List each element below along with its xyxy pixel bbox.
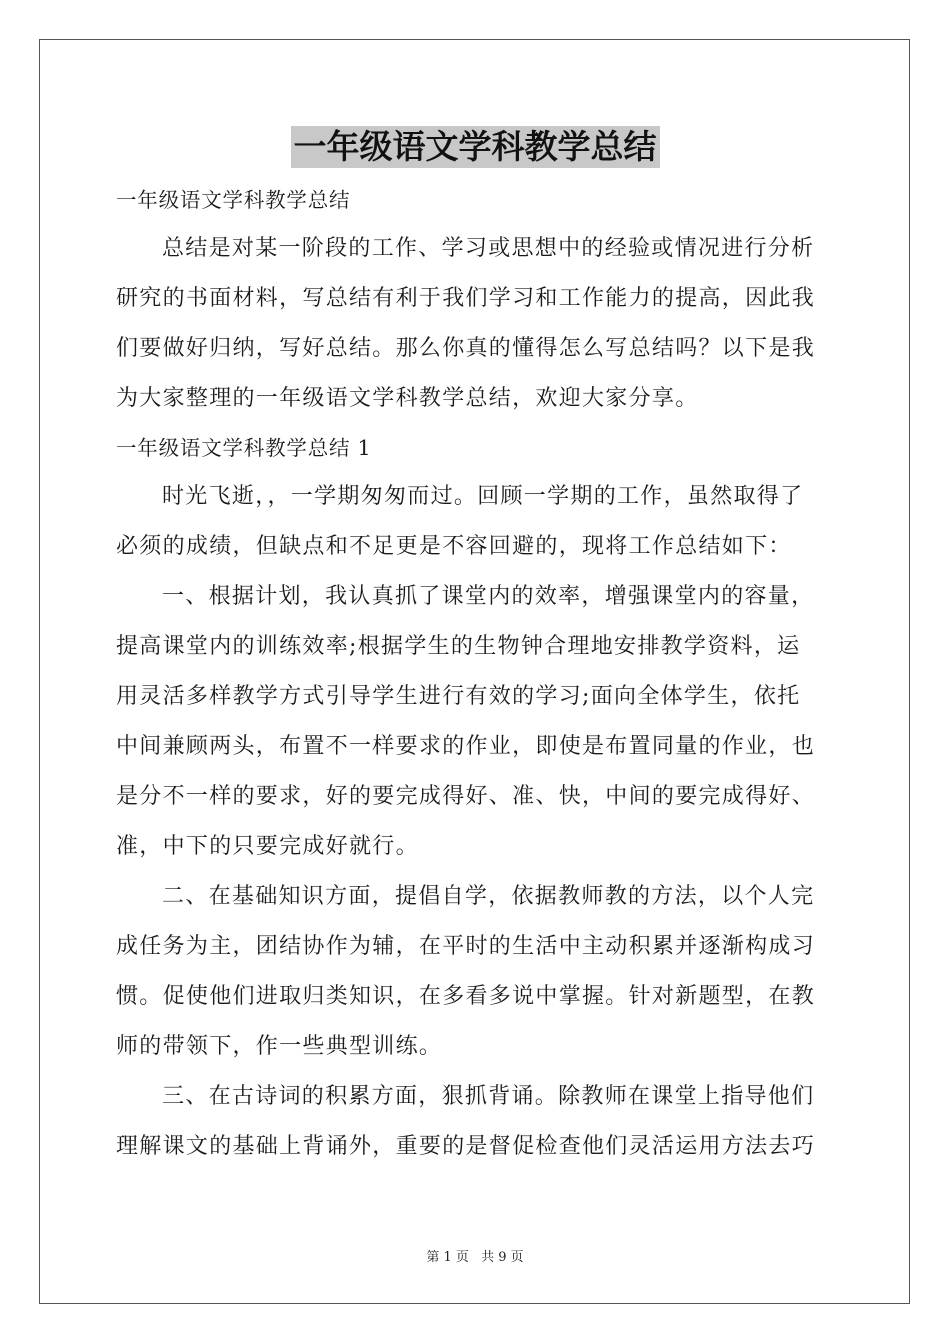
- document-title: 一年级语文学科教学总结: [291, 126, 660, 168]
- section-heading: 一年级语文学科教学总结: [116, 188, 351, 212]
- paragraph-line: 三、在古诗词的积累方面，狠抓背诵。除教师在课堂上指导他们: [162, 1084, 815, 1109]
- paragraph-line: 总结是对某一阶段的工作、学习或思想中的经验或情况进行分析: [162, 236, 815, 261]
- paragraph-line: 为大家整理的一年级语文学科教学总结，欢迎大家分享。: [116, 386, 699, 411]
- paragraph-line: 们要做好归纳，写好总结。那么你真的懂得怎么写总结吗？以下是我: [116, 336, 816, 361]
- paragraph-line: 一、根据计划，我认真抓了课堂内的效率，增强课堂内的容量，: [162, 584, 815, 609]
- paragraph-line: 是分不一样的要求，好的要完成得好、准、快，中间的要完成得好、: [116, 784, 816, 809]
- title-container: [0, 126, 950, 168]
- paragraph-line: 成任务为主，团结协作为辅，在平时的生活中主动积累并逐渐构成习: [116, 934, 816, 959]
- paragraph-line: 用灵活多样教学方式引导学生进行有效的学习;面向全体学生，依托: [116, 684, 801, 709]
- paragraph-line: 中间兼顾两头，布置不一样要求的作业，即使是布置同量的作业，也: [116, 734, 816, 759]
- paragraph-line: 理解课文的基础上背诵外，重要的是督促检查他们灵活运用方法去巧: [116, 1134, 816, 1159]
- paragraph-line: 二、在基础知识方面，提倡自学，依据教师教的方法，以个人完: [162, 884, 815, 909]
- page-footer: [0, 1246, 950, 1265]
- paragraph-line: 提高课堂内的训练效率;根据学生的生物钟合理地安排教学资料，运: [116, 634, 801, 659]
- document-body: [116, 176, 834, 1172]
- paragraph-line: 必须的成绩，但缺点和不足更是不容回避的，现将工作总结如下：: [116, 534, 792, 559]
- paragraph-line: 师的带领下，作一些典型训练。: [116, 1034, 443, 1059]
- section-heading: 一年级语文学科教学总结 1: [116, 436, 372, 460]
- paragraph-line: 准，中下的只要完成好就行。: [116, 834, 419, 859]
- paragraph-line: 研究的书面材料，写总结有利于我们学习和工作能力的提高，因此我: [116, 286, 816, 311]
- page-total: 共 9 页: [481, 1250, 524, 1265]
- page-number: 第 1 页: [426, 1250, 469, 1265]
- paragraph-line: 时光飞逝，，一学期匆匆而过。回顾一学期的工作，虽然取得了: [162, 484, 804, 509]
- paragraph-line: 惯。促使他们进取归类知识，在多看多说中掌握。针对新题型，在教: [116, 984, 816, 1009]
